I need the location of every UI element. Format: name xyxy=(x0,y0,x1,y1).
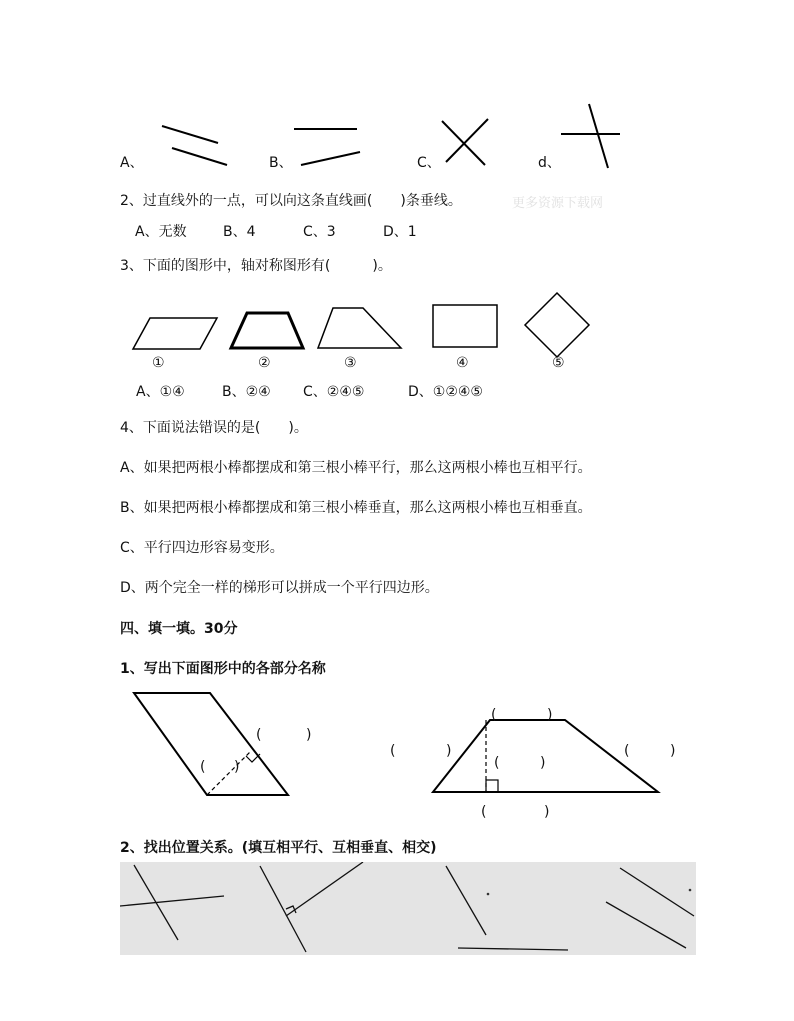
q3-option-a: A、①④ xyxy=(136,384,185,400)
line-segment xyxy=(120,896,224,906)
shape-label-2: ② xyxy=(258,355,271,371)
section-4-title: 四、填一填。30分 xyxy=(120,621,238,637)
line-segment xyxy=(260,866,306,952)
q2-option-d: D、1 xyxy=(383,224,417,240)
line-segment xyxy=(301,152,360,165)
blank-close-paren: ) xyxy=(547,707,553,723)
right-angle-mark xyxy=(486,780,498,792)
line-segment xyxy=(172,148,227,165)
line-relations-drawing xyxy=(120,862,696,955)
line-segment xyxy=(458,948,568,950)
shape-isosceles-trapezoid xyxy=(231,313,303,348)
shape-label-3: ③ xyxy=(344,355,357,371)
q1-option-d-label: d、 xyxy=(538,155,561,171)
shape-square-rotated xyxy=(525,293,589,357)
blank-open-paren: ( xyxy=(390,743,396,759)
q1-figure-b xyxy=(294,129,360,165)
section-4-q2: 2、找出位置关系。(填互相平行、互相垂直、相交) xyxy=(120,840,437,856)
shape-label-1: ① xyxy=(152,355,165,371)
q1-option-a-label: A、 xyxy=(120,155,144,171)
q1-option-b-label: B、 xyxy=(269,155,293,171)
q3-option-d: D、①②④⑤ xyxy=(408,384,483,400)
q4-option-b: B、如果把两根小棒都摆成和第三根小棒垂直，那么这两根小棒也互相垂直。 xyxy=(120,500,592,516)
blank-open-paren: ( xyxy=(624,743,630,759)
blank-close-paren: ) xyxy=(540,755,546,771)
line-segment xyxy=(446,866,486,935)
q1-option-c-label: C、 xyxy=(417,155,441,171)
shape-right-trapezoid xyxy=(318,308,401,348)
line-segment xyxy=(162,126,218,143)
q2-option-a: A、无数 xyxy=(135,224,187,240)
watermark-text: 更多资源下载网 xyxy=(512,196,604,211)
q1-figure-d xyxy=(561,104,620,168)
line-segment xyxy=(589,104,608,168)
line-segment xyxy=(286,862,363,916)
shape-label-4: ④ xyxy=(456,355,469,371)
blank-open-paren: ( xyxy=(200,759,206,775)
height-dashed-line xyxy=(207,752,250,795)
blank-open-paren: ( xyxy=(491,707,497,723)
shape-label-5: ⑤ xyxy=(552,355,565,371)
blank-open-paren: ( xyxy=(481,804,487,820)
shape-rectangle xyxy=(433,305,497,347)
parts-parallelogram xyxy=(134,693,288,795)
line-segment xyxy=(446,119,488,162)
q4-option-d: D、两个完全一样的梯形可以拼成一个平行四边形。 xyxy=(120,580,439,596)
scan-speck xyxy=(689,889,692,892)
q3-question: 3、下面的图形中，轴对称图形有( )。 xyxy=(120,258,392,274)
q4-question: 4、下面说法错误的是( )。 xyxy=(120,420,308,436)
scan-speck xyxy=(487,893,490,896)
blank-close-paren: ) xyxy=(234,759,240,775)
q3-option-b: B、②④ xyxy=(222,384,271,400)
q2-option-c: C、3 xyxy=(303,224,336,240)
q2-question: 2、过直线外的一点，可以向这条直线画( )条垂线。 xyxy=(120,193,462,209)
q1-figure-a xyxy=(162,126,227,165)
line-segment xyxy=(606,902,686,948)
q2-option-b: B、4 xyxy=(223,224,256,240)
q1-figure-c xyxy=(442,119,488,165)
blank-close-paren: ) xyxy=(446,743,452,759)
blank-open-paren: ( xyxy=(256,727,262,743)
q4-option-c: C、平行四边形容易变形。 xyxy=(120,540,284,556)
q4-option-a: A、如果把两根小棒都摆成和第三根小棒平行，那么这两根小棒也互相平行。 xyxy=(120,460,592,476)
blank-close-paren: ) xyxy=(306,727,312,743)
q3-option-c: C、②④⑤ xyxy=(303,384,365,400)
line-segment xyxy=(620,868,694,916)
blank-close-paren: ) xyxy=(544,804,550,820)
blank-open-paren: ( xyxy=(494,755,500,771)
section-4-q1: 1、写出下面图形中的各部分名称 xyxy=(120,661,326,677)
line-relations-image xyxy=(120,862,696,955)
shape-parallelogram xyxy=(133,318,217,349)
blank-close-paren: ) xyxy=(670,743,676,759)
